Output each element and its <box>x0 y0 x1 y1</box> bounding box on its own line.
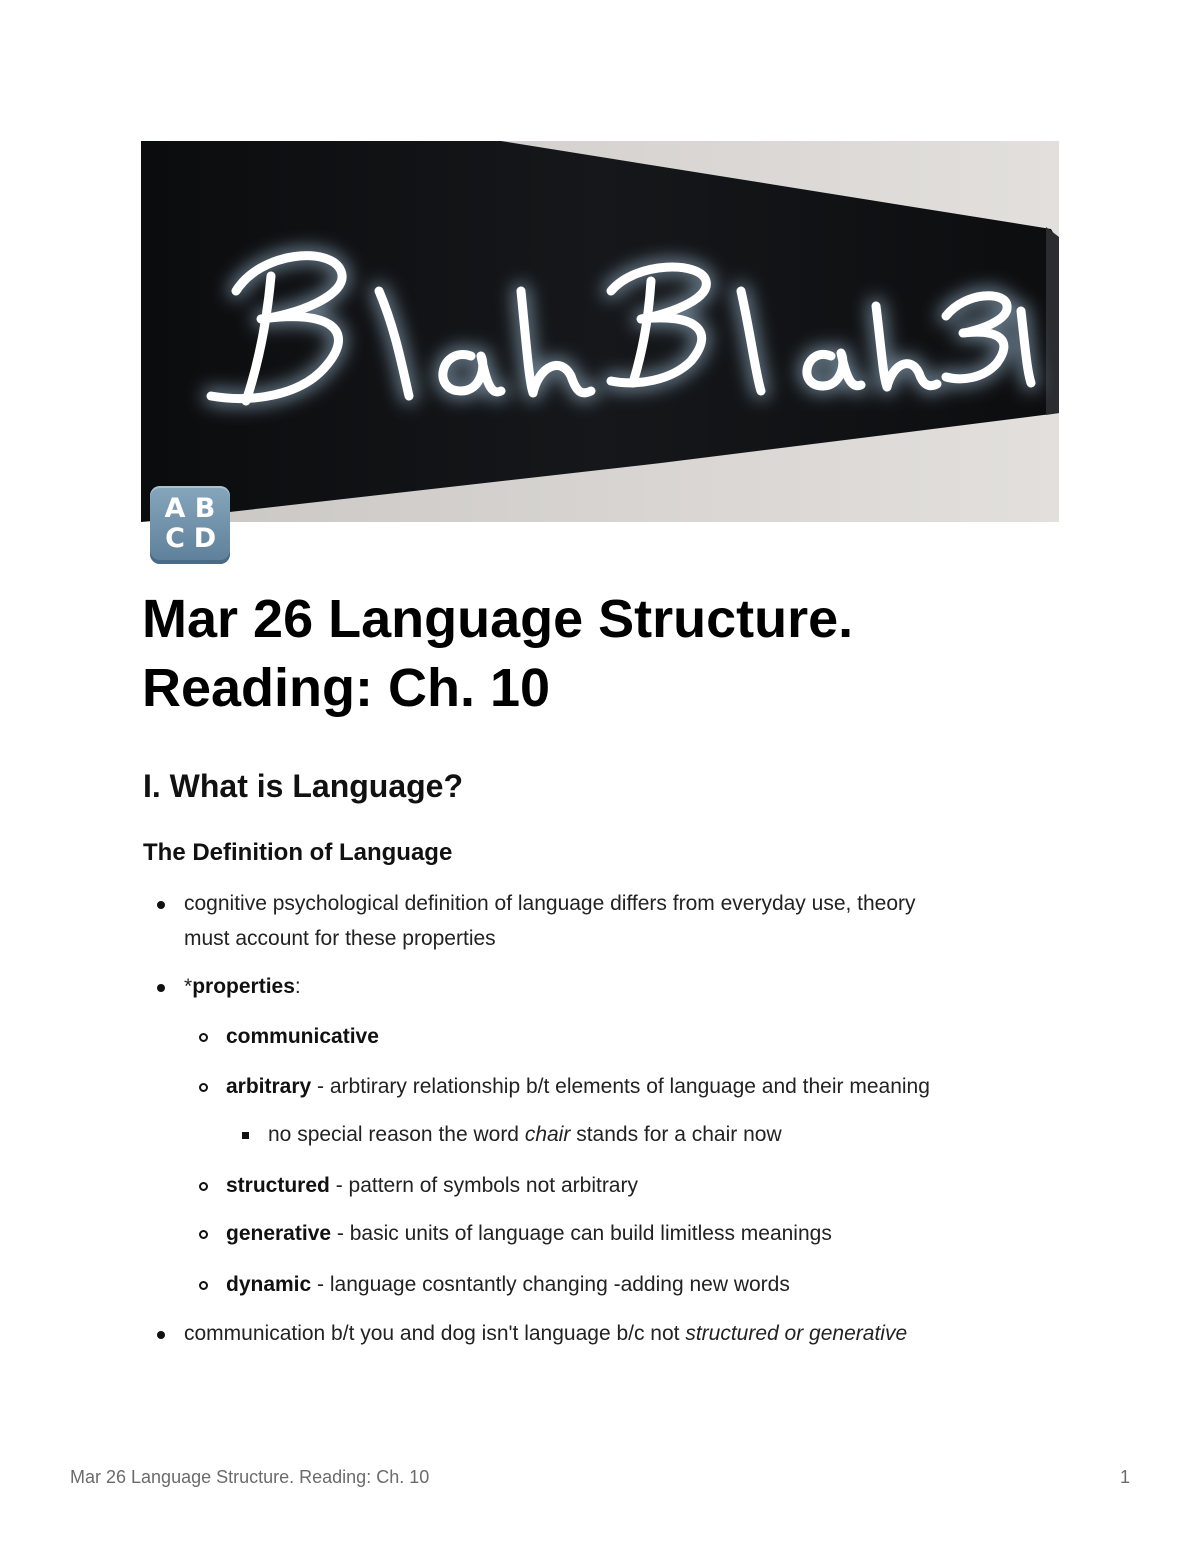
page-number: 1 <box>1119 1467 1130 1487</box>
abcd-icon <box>150 486 230 564</box>
list-item-text: cognitive psychological definition of language differs from everyday use, theory <box>184 892 916 915</box>
footer-title: Mar 26 Language Structure. Reading: Ch. 10 <box>70 1467 430 1487</box>
list-item-italic: structured or generative <box>685 1322 908 1345</box>
bullet-square-icon <box>242 1132 249 1139</box>
list-item <box>226 1216 832 1251</box>
title-line-2: Reading: Ch. 10 <box>142 658 551 718</box>
title-line-1: Mar 26 Language Structure. <box>142 589 854 649</box>
list-item <box>184 886 916 956</box>
list-item-text: stands for a chair now <box>570 1123 782 1146</box>
list-item-text: communication b/t you and dog isn't language b/c not <box>184 1322 686 1345</box>
list-item <box>268 1117 782 1152</box>
list-item <box>184 1316 907 1351</box>
list-item-text: no special reason the word <box>268 1123 525 1146</box>
bullet-disc-icon <box>157 901 165 909</box>
bullet-disc-icon <box>157 1331 165 1339</box>
cover-image <box>141 141 1059 522</box>
list-item <box>226 1267 790 1302</box>
list-item-term: communicative <box>226 1025 379 1048</box>
abcd-icon-letter: A <box>164 493 186 524</box>
list-item-desc: - basic units of language can build limitless meanings <box>331 1222 832 1245</box>
list-item-prefix: * <box>184 975 193 998</box>
bullet-circle-icon <box>199 1083 208 1092</box>
list-item-term: dynamic <box>226 1273 312 1296</box>
list-item <box>226 1019 379 1054</box>
abcd-icon-letter: B <box>194 493 216 524</box>
abcd-icon-letter: D <box>193 523 217 554</box>
list-item-italic: chair <box>524 1123 571 1146</box>
list-item-term: structured <box>226 1174 330 1197</box>
bullet-circle-icon <box>199 1033 208 1042</box>
page-title <box>142 585 1062 723</box>
list-item-suffix: : <box>294 975 301 998</box>
bullet-circle-icon <box>199 1281 208 1290</box>
list-item-text: must account for these properties <box>184 927 496 950</box>
list-item-desc: - arbtirary relationship b/t elements of language and their meaning <box>311 1075 930 1098</box>
list-item-desc: - language cosntantly changing -adding new words <box>311 1273 790 1296</box>
list-item <box>226 1168 638 1203</box>
bullet-circle-icon <box>199 1230 208 1239</box>
list-item-desc: - pattern of symbols not arbitrary <box>329 1174 638 1197</box>
subheading: The Definition of Language <box>143 839 453 866</box>
list-item <box>184 969 301 1004</box>
list-item <box>226 1069 930 1104</box>
section-heading: I. What is Language? <box>143 768 464 804</box>
list-item-term: arbitrary <box>226 1075 312 1098</box>
bullet-circle-icon <box>199 1182 208 1191</box>
list-item-term: generative <box>226 1222 332 1245</box>
abcd-icon-letter: C <box>165 523 185 554</box>
list-item-term: properties <box>192 975 295 998</box>
bullet-disc-icon <box>157 984 165 992</box>
